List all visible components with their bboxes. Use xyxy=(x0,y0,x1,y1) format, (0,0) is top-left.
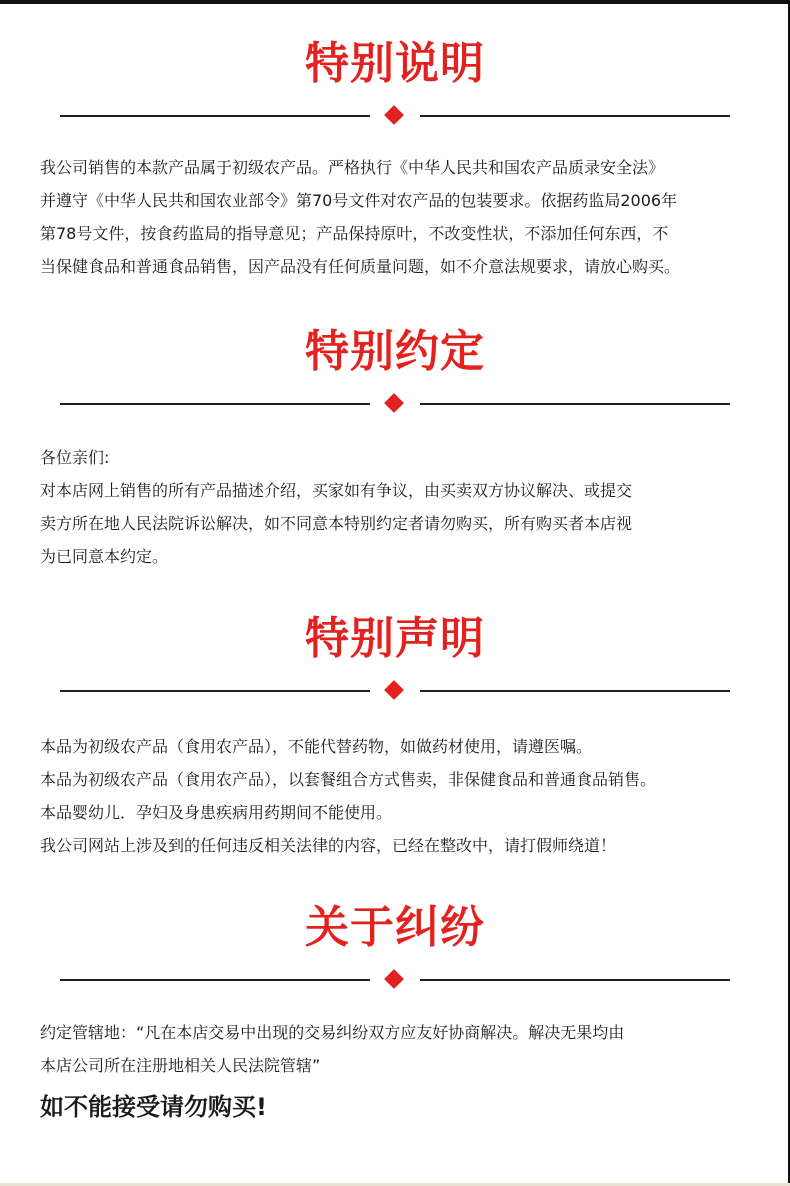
divider-line-left xyxy=(60,115,370,117)
diamond-icon xyxy=(384,105,404,125)
section-body-disputes xyxy=(40,1016,760,1082)
body-line: 为已同意本约定。 xyxy=(40,547,169,566)
divider-line-right xyxy=(420,115,730,117)
section-divider xyxy=(0,394,790,414)
body-line: 本店公司所在注册地相关人民法院管辖” xyxy=(40,1056,321,1075)
section-body-special-statement xyxy=(40,730,760,862)
closing-notice: 如不能接受请勿购买! xyxy=(40,1093,267,1121)
section-divider xyxy=(0,681,790,701)
body-line: 并遵守《中华人民共和国农业部令》第70号文件对农产品的包装要求。依据药监局2006年 xyxy=(40,191,678,210)
body-line: 本品婴幼儿．孕妇及身患疾病用药期间不能使用。 xyxy=(40,803,393,822)
divider-line-right xyxy=(420,979,730,981)
body-line: 各位亲们: xyxy=(40,448,110,467)
diamond-icon xyxy=(384,393,404,413)
section-body-special-notice xyxy=(40,151,760,283)
divider-line-right xyxy=(420,690,730,692)
section-title-special-notice: 特别说明 xyxy=(305,38,485,89)
diamond-icon xyxy=(384,680,404,700)
section-title-special-statement: 特别声明 xyxy=(305,613,485,664)
body-line: 第78号文件，按食药监局的指导意见；产品保持原叶，不改变性状，不添加任何东西，不 xyxy=(40,224,669,243)
section-title-special-agreement: 特别约定 xyxy=(305,326,485,377)
body-line: 本品为初级农产品（食用农产品），不能代替药物，如做药材使用，请遵医嘱。 xyxy=(40,737,593,756)
divider-line-left xyxy=(60,690,370,692)
body-line: 当保健食品和普通食品销售，因产品没有任何质量问题，如不介意法规要求，请放心购买。 xyxy=(40,257,681,276)
body-line: 对本店网上销售的所有产品描述介绍，买家如有争议，由买卖双方协议解决、或提交 xyxy=(40,481,633,500)
body-line: 本品为初级农产品（食用农产品），以套餐组合方式售卖，非保健食品和普通食品销售。 xyxy=(40,770,657,789)
body-line: 我公司销售的本款产品属于初级农产品。严格执行《中华人民共和国农产品质录安全法》 xyxy=(40,158,665,177)
divider-line-left xyxy=(60,403,370,405)
divider-line-left xyxy=(60,979,370,981)
section-body-special-agreement xyxy=(40,441,760,573)
body-line: 约定管辖地：“凡在本店交易中出现的交易纠纷双方应友好协商解决。解决无果均由 xyxy=(40,1023,625,1042)
body-line: 卖方所在地人民法院诉讼解决，如不同意本特别约定者请勿购买，所有购买者本店视 xyxy=(40,514,633,533)
section-divider xyxy=(0,106,790,126)
diamond-icon xyxy=(384,969,404,989)
section-divider xyxy=(0,970,790,990)
body-line: 我公司网站上涉及到的任何违反相关法律的内容，已经在整改中，请打假师绕道！ xyxy=(40,836,617,855)
divider-line-right xyxy=(420,403,730,405)
section-title-disputes: 关于纠纷 xyxy=(305,902,485,953)
top-border xyxy=(0,0,790,4)
